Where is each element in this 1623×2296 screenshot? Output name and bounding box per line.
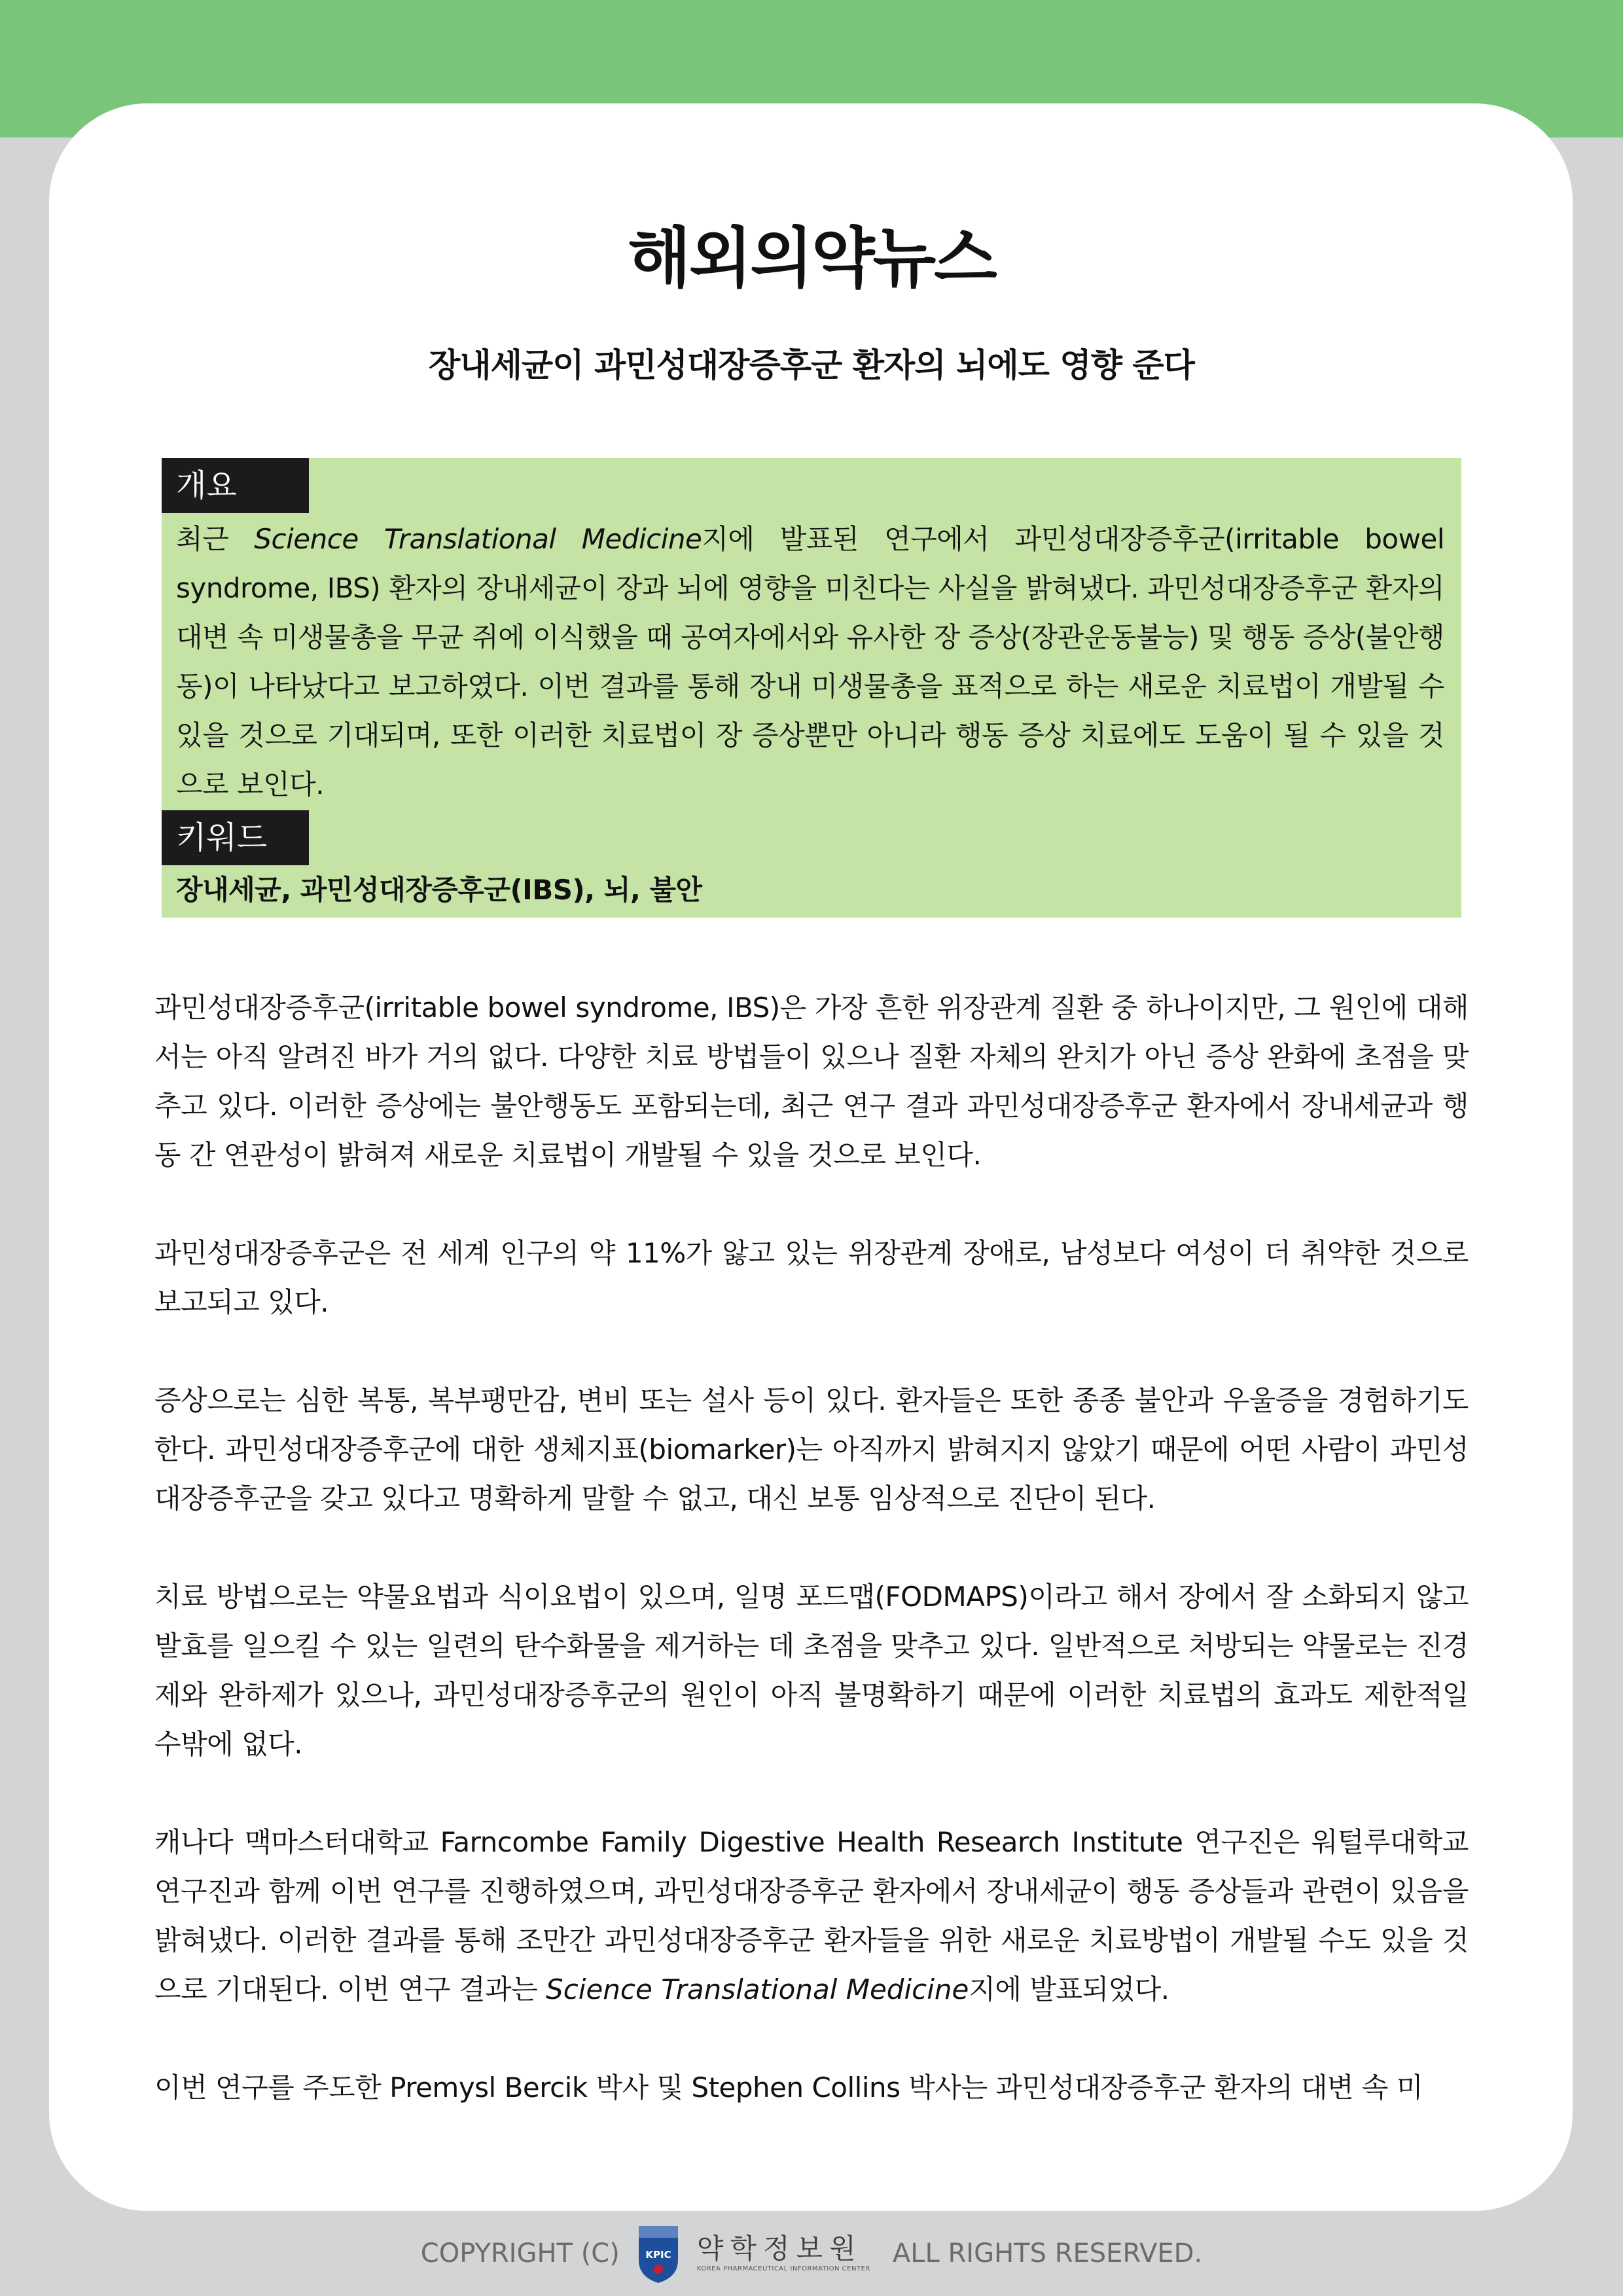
copyright-text: COPYRIGHT (C) (420, 2238, 620, 2269)
overview-body: 지에 발표된 연구에서 과민성대장증후군(irritable bowel syndrome, IBS) 환자의 장내세균이 장과 뇌에 영향을 미친다는 사실을 밝혀냈다. 과민성대장증후군 환자의 대변 속 미생물총을 무균 쥐에 이식했을 때 공여자에서와 유사한 장 증상(장관운동불능) 및 행동 증상(불안행동)이 나타났다고 보고하였다. 이번 결과를 통해 장내 미생물총을 표적으로 하는 새로운 치료법이 개발될 수 있을 것으로 기대되며, 또한 이러한 치료법이 장 증상뿐만 아니라 행동 증상 치료에도 도움이 될 수 있을 것으로 보인다. (176, 523, 1444, 800)
org-name-english: KOREA PHARMACEUTICAL INFORMATION CENTER (696, 2265, 870, 2272)
footer (0, 2211, 1623, 2296)
keywords-label: 키워드 (162, 810, 309, 865)
rights-text: ALL RIGHTS RESERVED. (892, 2238, 1203, 2269)
overview-label: 개요 (162, 458, 309, 513)
article-paragraph: 과민성대장증후군은 전 세계 인구의 약 11%가 앓고 있는 위장관계 장애로, 남성보다 여성이 더 취약한 것으로 보고되고 있다. (154, 1237, 1469, 1318)
article-paragraph (154, 1818, 1469, 2014)
article-paragraph: 치료 방법으로는 약물요법과 식이요법이 있으며, 일명 포드맵(FODMAPS)이라고 해서 장에서 잘 소화되지 않고 발효를 일으킬 수 있는 일련의 탄수화물을 제거하는 데 초점을 맞추고 있다. 일반적으로 처방되는 약물로는 진경제와 완하제가 있으나, 과민성대장증후군의 원인이 아직 불명확하기 때문에 이러한 치료법의 효과도 제한적일 수밖에 없다. (154, 1581, 1469, 1760)
journal-name: Science Translational Medicine (546, 1973, 969, 2005)
overview-text (176, 514, 1444, 809)
article-paragraph: 과민성대장증후군(irritable bowel syndrome, IBS)은 가장 흔한 위장관계 질환 중 하나이지만, 그 원인에 대해서는 아직 알려진 바가 거의 없다. 다양한 치료 방법들이 있으나 질환 자체의 완치가 아닌 증상 완화에 초점을 맞추고 있다. 이러한 증상에는 불안행동도 포함되는데, 최근 연구 결과 과민성대장증후군 환자에서 장내세균과 행동 간 연관성이 밝혀져 새로운 치료법이 개발될 수 있을 것으로 보인다. (154, 992, 1469, 1171)
logo-badge-text: KPIC (645, 2249, 671, 2261)
page-title: 해외의약뉴스 (628, 220, 995, 296)
org-name-korean: 약학정보원 (696, 2233, 863, 2265)
logo-wordmark (697, 2233, 870, 2274)
overview-prefix: 최근 (176, 523, 255, 555)
article-body (154, 983, 1469, 2161)
paragraph-text: 캐나다 맥마스터대학교 Farncombe Family Digestive Health Research Institute 연구진은 워털루대학교 연구진과 함께 이번 연구를 진행하였으며, 과민성대장증후군 환자에서 장내세균이 행동 증상들과 관련이 있음을 밝혀냈다. 이러한 결과를 통해 조만간 과민성대장증후군 환자들을 위한 새로운 치료방법이 개발될 수도 있을 것으로 기대된다. 이번 연구 결과는 (154, 1826, 1469, 2005)
keywords-text: 장내세균, 과민성대장증후군(IBS), 뇌, 불안 (176, 874, 702, 906)
kpic-logo-icon (635, 2222, 681, 2285)
article-paragraph: 이번 연구를 주도한 Premysl Bercik 박사 및 Stephen Collins 박사는 과민성대장증후군 환자의 대변 속 미 (154, 2072, 1423, 2104)
summary-box (162, 458, 1461, 918)
paragraph-text-end: 지에 발표되었다. (969, 1973, 1169, 2005)
article-paragraph: 증상으로는 심한 복통, 복부팽만감, 변비 또는 설사 등이 있다. 환자들은 또한 종종 불안과 우울증을 경험하기도 한다. 과민성대장증후군에 대한 생체지표(biomarker)는 아직까지 밝혀지지 않았기 때문에 어떤 사람이 과민성대장증후군을 갖고 있다고 명확하게 말할 수 없고, 대신 보통 임상적으로 진단이 된다. (154, 1384, 1469, 1515)
article-headline: 장내세균이 과민성대장증후군 환자의 뇌에도 영향 준다 (429, 346, 1194, 384)
overview-journal: Science Translational Medicine (254, 523, 702, 555)
